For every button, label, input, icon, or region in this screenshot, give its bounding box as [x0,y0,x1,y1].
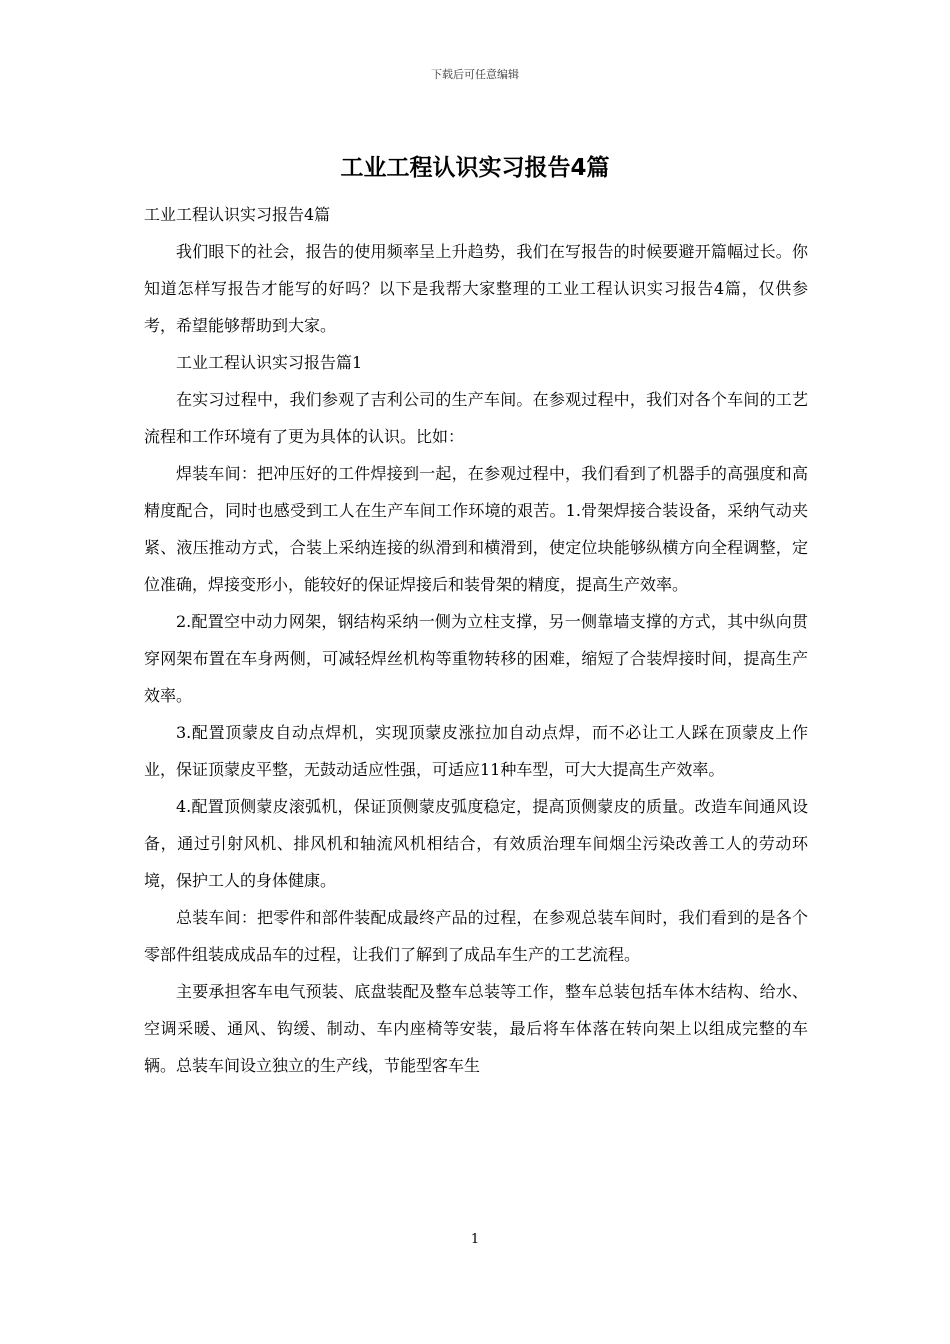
body-paragraph: 总装车间：把零件和部件装配成最终产品的过程，在参观总装车间时，我们看到的是各个零部件组装成成品车的过程，让我们了解到了成品车生产的工艺流程。 [144,908,808,964]
page-number: 1 [470,1232,480,1247]
document-title: 工业工程认识实习报告4篇 [340,155,610,181]
header-note: 下载后可任意编辑 [431,68,519,81]
body-paragraph: 主要承担客车电气预装、底盘装配及整车总装等工作，整车总装包括车体木结构、给水、空调采暖、通风、钩缓、制动、车内座椅等安装，最后将车体落在转向架上以组成完整的车辆。总装车间设立独立的生产线，节能型客车生 [144,982,808,1075]
body-paragraph: 2.配置空中动力网架，钢结构采纳一侧为立柱支撑，另一侧靠墙支撑的方式，其中纵向贯穿网架布置在车身两侧，可减轻焊丝机构等重物转移的困难，缩短了合装焊接时间，提高生产效率。 [144,612,808,705]
body-paragraph: 焊装车间：把冲压好的工件焊接到一起，在参观过程中，我们看到了机器手的高强度和高精度配合，同时也感受到工人在生产车间工作环境的艰苦。1.骨架焊接合装设备，采纳气动夹紧、液压推动方式，合装上采纳连接的纵滑到和横滑到，使定位块能够纵横方向全程调整，定位准确，焊接变形小，能较好的保证焊接后和装骨架的精度，提高生产效率。 [144,464,808,594]
intro-paragraph: 我们眼下的社会，报告的使用频率呈上升趋势，我们在写报告的时候要避开篇幅过长。你知道怎样写报告才能写的好吗？以下是我帮大家整理的工业工程认识实习报告4篇，仅供参考，希望能够帮助到大家。 [144,242,808,335]
section-heading: 工业工程认识实习报告篇1 [176,353,363,372]
body-paragraph: 3.配置顶蒙皮自动点焊机，实现顶蒙皮涨拉加自动点焊，而不必让工人踩在顶蒙皮上作业，保证顶蒙皮平整，无鼓动适应性强，可适应11种车型，可大大提高生产效率。 [144,723,808,779]
body-paragraph: 在实习过程中，我们参观了吉利公司的生产车间。在参观过程中，我们对各个车间的工艺流程和工作环境有了更为具体的认识。比如： [144,390,808,446]
body-paragraph: 4.配置顶侧蒙皮滚弧机，保证顶侧蒙皮弧度稳定，提高顶侧蒙皮的质量。改造车间通风设备，通过引射风机、排风机和轴流风机相结合，有效质治理车间烟尘污染改善工人的劳动环境，保护工人的身体健康。 [144,797,808,890]
subtitle-paragraph: 工业工程认识实习报告4篇 [144,205,331,224]
document-body [144,196,808,1084]
